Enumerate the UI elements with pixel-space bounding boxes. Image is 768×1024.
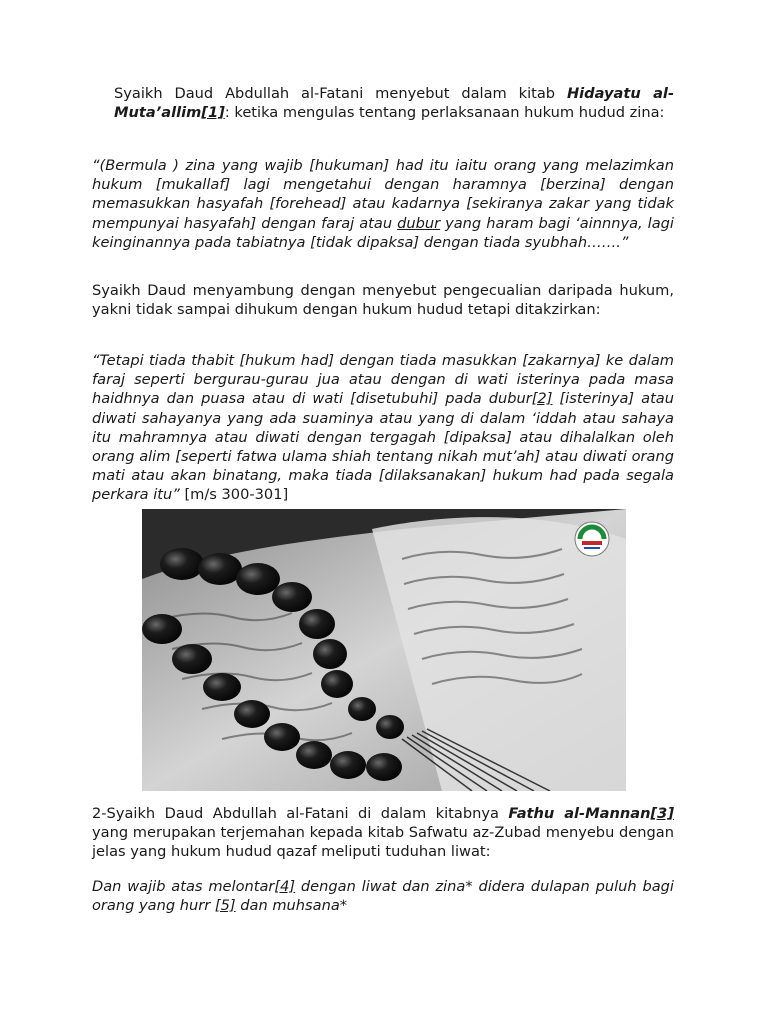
fathu-paragraph [92, 804, 674, 862]
book-title-fathu: Fathu al-Mannan [508, 805, 651, 822]
quote-text: Dan wajib atas melontar [92, 878, 275, 895]
quote-qazaf [92, 877, 674, 915]
quote-text-end: dan muhsana* [235, 897, 348, 915]
footnote-link-3[interactable]: [3] [650, 805, 675, 822]
footnote-link-5[interactable]: [5] [214, 897, 236, 915]
intro-paragraph [114, 84, 674, 122]
quote-text-cont: dengan liwat dan zina* didera dulapan puluh bagi orang yang hurr [92, 878, 674, 915]
quote-text-cont: [isterinya] atau diwati sahayanya yang ada suaminya atau yang di dalam ‘iddah atau sahaya itu mahramnya atau diwati dengan tergagah [dipaksa] atau dihalalkan oleh orang alim [seperti fatwa ulama shiah tentang nikah mut’ah] atau diwati orang mati atau akan binatang, maka tiada [dilaksanakan] hukum had pada segala perkara itu” [92, 390, 674, 504]
footnote-link-1[interactable]: [1] [201, 104, 225, 122]
quote-text: “Tetapi tiada thabit [hukum had] dengan tiada masukkan [zakarnya] ke dalam faraj seperti bergurau-gurau jua atau dengan di wati isterinya pada masa haidhnya dan puasa atau di wati [disetubuhi] pada dubur [92, 352, 674, 408]
intro-text: Syaikh Daud Abdullah al-Fatani menyebut dalam kitab [114, 85, 567, 102]
quote-exceptions [92, 351, 674, 505]
fathu-text: 2-Syaikh Daud Abdullah al-Fatani di dalam kitabnya [92, 805, 509, 822]
quote-zina-definition [92, 156, 674, 252]
quote-text: “(Bermula ) zina yang wajib [hukuman] had itu iaitu orang yang melazimkan hukum [mukallaf] lagi mengetahui dengan haramnya [berzina] dengan memasukkan hasyafah [forehead] atau kadarnya [sekiranya zakar yang tidak mempunyai hasyafah] dengan faraj atau [92, 157, 674, 232]
quote-text-end: yang haram bagi ‘ainnnya, lagi keinginannya pada tabiatnya [tidak dipaksa] dengan tiada syubhah…….” [92, 214, 674, 251]
exception-paragraph: Syaikh Daud menyambung dengan menyebut pengecualian daripada hukum, yakni tidak sampai dihukum dengan hukum hudud tetapi ditakzirkan: [92, 282, 674, 319]
intro-text-end: : ketika mengulas tentang perlaksanaan hukum hudud zina: [224, 104, 665, 122]
footnote-link-2[interactable]: [2] [531, 390, 553, 408]
fathu-text-end: yang merupakan terjemahan kepada kitab Safwatu az-Zubad menyebu dengan jelas yang hukum hudud qazaf meliputi tuduhan liwat: [92, 824, 674, 861]
page-reference: [m/s 300-301] [179, 486, 289, 504]
underlined-term-dubur: dubur [397, 214, 441, 232]
photo-illustration [142, 509, 626, 791]
book-title-hidayatu: Hidayatu al-Muta’allim [114, 85, 674, 122]
footnote-link-4[interactable]: [4] [274, 878, 296, 895]
logo-emblem [575, 522, 609, 556]
quran-prayer-beads-image [142, 509, 626, 791]
